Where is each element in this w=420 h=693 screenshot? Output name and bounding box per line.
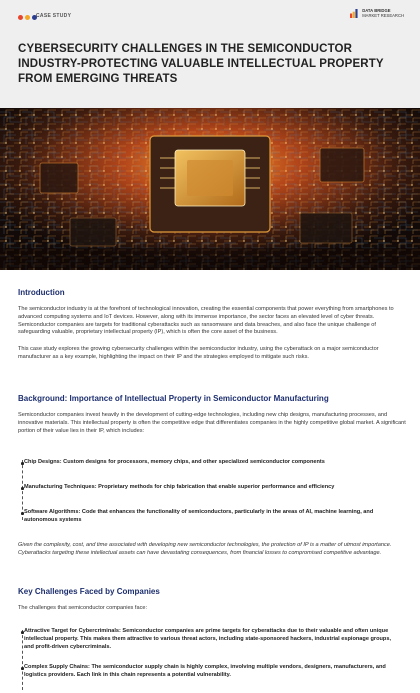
logo-icon [350,9,359,18]
logo-line-2: MARKET RESEARCH [362,12,404,18]
brand-dots [18,15,37,20]
bullet-connector [22,460,23,520]
company-logo [350,9,404,18]
challenges-heading: Key Challenges Faced by Companies [18,587,160,596]
page-title: CYBERSECURITY CHALLENGES IN THE SEMICONDUCTOR INDUSTRY-PROTECTING VALUABLE INTELLECTUAL PROPERTY FROM EMERGING THREATS [18,43,384,85]
dot-red [18,15,23,20]
introduction-paragraph-2: This case study explores the growing cybersecurity challenges within the semiconductor industry, using the cyberattack on a major semiconductor manufacturer as a key example, highlighting the impact on their IP and the strategies employed to mitigate such risks. [18,346,379,360]
introduction-paragraph-1: The semiconductor industry is at the forefront of technological innovation, creating the essential components that power everything from smartphones to advanced computing systems and IoT devices. However, along with its immense importance, the sector faces an elevated level of cyber threats. Semiconductor companies are targets for traditional cyberattacks such as ransomware and data breaches, and also face the unique challenge of safeguarding valuable, proprietary intellectual property (IP), which is often the core asset of the business. [18,306,394,336]
case-study-tag: CASE STUDY [36,13,72,19]
circuit-chip-image [0,108,420,270]
page-header [0,0,420,108]
hero-image [0,108,420,270]
bullet-complex-supply-chains: Complex Supply Chains: The semiconductor supply chain is highly complex, involving multiple vendors, designers, manufacturers, and logistics providers. Each link in this chain represents a potential vulnerability. [24,664,386,678]
bullet-manufacturing-techniques: Manufacturing Techniques: Proprietary methods for chip fabrication that enable superior performance and efficiency [24,484,335,490]
bullet-software-algorithms: Software Algorithms: Code that enhances the functionality of semiconductors, particularly in the areas of AI, machine learning, and autonomous systems [24,509,374,523]
dot-orange [25,15,30,20]
bullet-connector [22,630,23,690]
logo-line-1: DATA BRIDGE [362,8,391,13]
background-heading: Background: Importance of Intellectual Property in Semiconductor Manufacturing [18,394,329,403]
introduction-heading: Introduction [18,288,65,297]
bullet-attractive-target: Attractive Target for Cybercriminals: Semiconductor companies are prime targets for cyberattacks due to their valuable and often unique intellectual property. This makes them attractive to various threat actors, including state-sponsored hackers, industrial espionage groups, and profit-driven cybercriminals. [24,628,392,650]
background-paragraph-1: Semiconductor companies invest heavily in the development of cutting-edge technologies, including new chip designs, manufacturing processes, and innovative materials. This intellectual property is often the competitive edge that differentiates companies in the highly competitive global market. A significant portion of their value lies in their IP, which includes: [18,412,406,434]
bullet-chip-designs: Chip Designs: Custom designs for processors, memory chips, and other specialized semiconductor components [24,459,325,465]
background-paragraph-2: Given the complexity, cost, and time associated with developing new semiconductor technologies, the protection of IP is a matter of utmost importance. Cyberattacks targeting these intellectual assets can have devastating consequences, from financial losses to compromised competitive advantage. [18,542,392,556]
challenges-paragraph: The challenges that semiconductor companies face: [18,605,148,611]
